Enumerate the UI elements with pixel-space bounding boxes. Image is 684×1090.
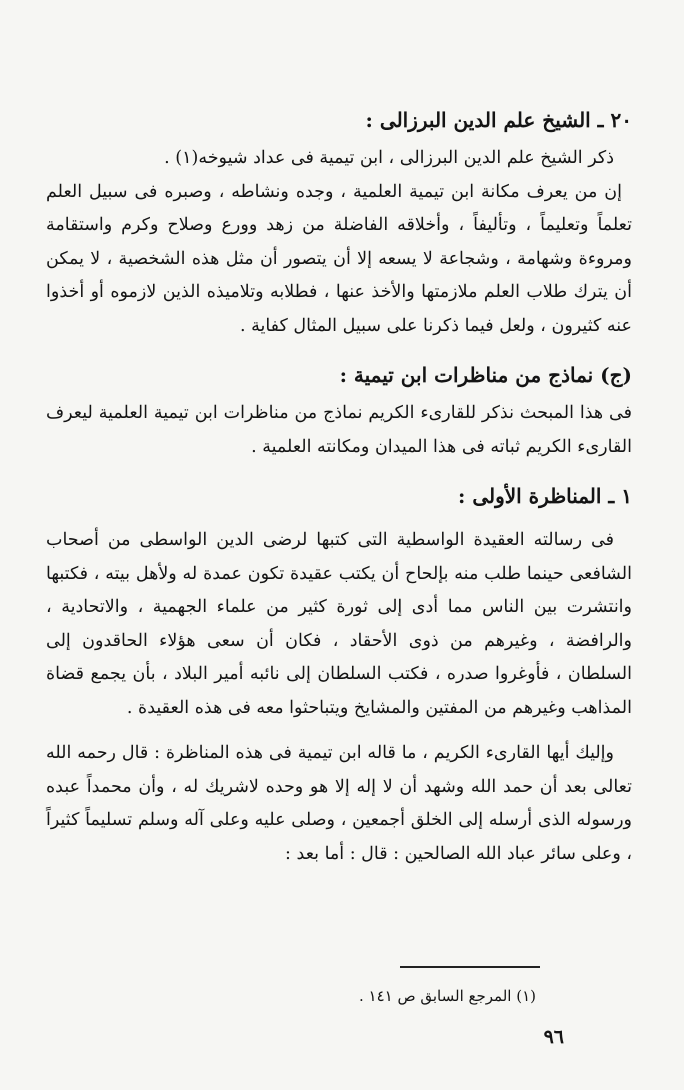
section-1-paragraph-2: وإليك أيها القارىء الكريم ، ما قاله ابن تيمية فى هذه المناظرة : قال رحمه الله تعالى بعد أن حمد الله وشهد أن لا إله إلا هو وحده لاشريك له ، وأن محمداً عبده ورسوله الذى أرسله إلى الخلق أجمعين ، وصلى عليه وعلى آله وسلم تسليماً كثيراً ، وعلى سائر عباد الله الصالحين : قال : أما بعد : [46,743,632,864]
footnote: (١) المرجع السابق ص ١٤١ . [358,987,536,1005]
section-1-heading: ١ ـ المناظرة الأولى : [457,484,632,508]
page-number: ٩٦ [543,1026,564,1048]
section-1-paragraph-1: فى رسالته العقيدة الواسطية التى كتبها لرضى الدين الواسطى من أصحاب الشافعى حينما طلب منه بإلحاح أن يكتب عقيدة تكون عمدة له ولأهل بيته ، فكتبها وانتشرت بين الناس مما أدى إلى ثورة كثير من علماء الجهمية ، والاتحادية ، والرافضة ، وغيرهم من ذوى الأحقاد ، فكان أن سعى هؤلاء الحاقدون إلى السلطان ، فأوغروا صدره ، فكتب السلطان إلى نائبه أمير البلاد ، بأن يجمع قضاة المذاهب وغيرهم من المفتين والمشايخ ويتباحثوا معه فى هذه العقيدة . [46,530,632,718]
section-j-heading: (ج) نماذج من مناظرات ابن تيمية : [339,363,632,387]
section-20-paragraph-1: ذكر الشيخ علم الدين البرزالى ، ابن تيمية فى عداد شيوخه(١) . [164,148,614,168]
section-20-heading: ٢٠ ـ الشيخ علم الدين البرزالى : [365,108,632,132]
footnote-divider [400,966,540,968]
section-20-paragraph-2: إن من يعرف مكانة ابن تيمية العلمية ، وجده ونشاطه ، وصبره فى سبيل العلم تعلماً وتعليماً ، وتأليفاً ، وأخلاقه الفاضلة من زهد وورع وصلاح وكرم واستقامة ومروءة وشهامة ، وشجاعة لا يسعه إلا أن يتصور أن مثل هذه الشخصية ، لا يمكن أن يترك طلاب العلم ملازمتها والأخذ عنها ، فطلابه وتلاميذه الذين لازموه أو أخذوا عنه كثيرون ، ولعل فيما ذكرنا على سبيل المثال كفاية . [46,181,632,336]
section-j-paragraph-1: فى هذا المبحث نذكر للقارىء الكريم نماذج من مناظرات ابن تيمية العلمية ليعرف القارىء الكريم ثباته فى هذا الميدان ومكانته العلمية . [46,403,632,457]
